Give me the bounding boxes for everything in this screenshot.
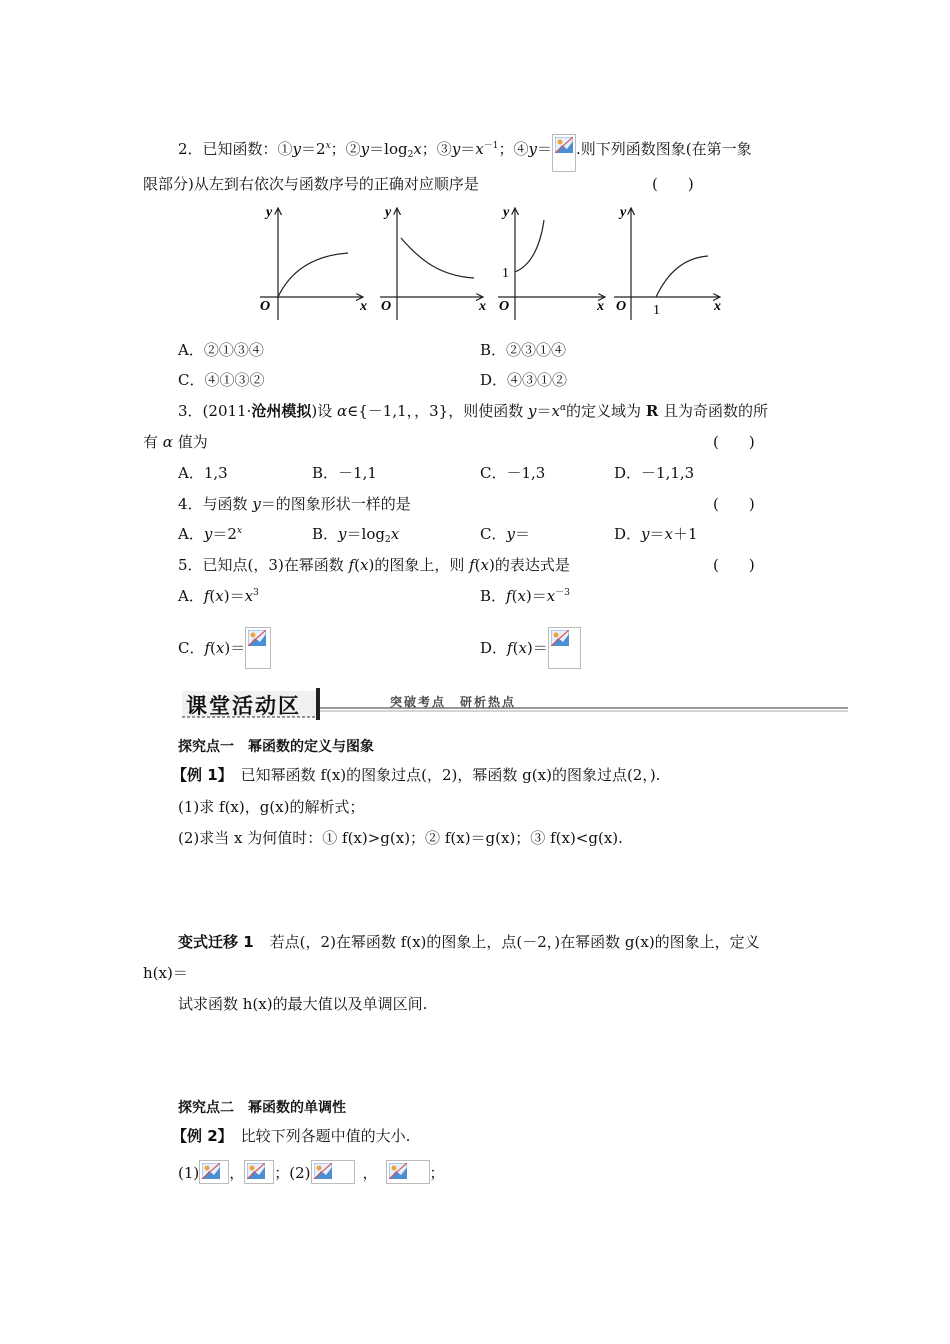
q2-answer-paren: ( ) <box>652 175 694 193</box>
graph-4 <box>614 205 721 320</box>
q4-option-b[interactable]: B．$y=\log_2x$ <box>312 525 400 545</box>
formula-image-placeholder <box>311 1160 355 1184</box>
graph-4-x-label: x <box>714 299 721 314</box>
example2-line2: (1) ， ；(2) ， ； <box>178 1160 445 1184</box>
q5-option-d[interactable]: D．f(x)＝ <box>480 627 581 669</box>
graph-1-curve <box>278 253 348 297</box>
graph-2-x-label: x <box>479 299 486 314</box>
banner-subtitle: 突破考点 研析热点 <box>390 695 517 709</box>
variant1-line1: 变式迁移 1 若点(，2)在幂函数 f(x)的图象上，点(－2，)在幂函数 g(x)的图象上，定义 <box>178 933 760 951</box>
variant1-line2: h(x)＝ <box>143 964 188 982</box>
q5-option-b[interactable]: B．$f(x)=x^{-3}$ <box>480 587 570 605</box>
graph-2-curve <box>401 238 474 278</box>
formula-image-placeholder <box>244 1160 274 1184</box>
graph-2-origin-label: O <box>381 299 392 314</box>
formula-image-placeholder <box>548 627 581 669</box>
formula-image-placeholder <box>552 134 576 172</box>
q2-option-c[interactable]: C．④①③② <box>178 371 265 389</box>
q3-option-d[interactable]: D．－1,1,3 <box>614 464 695 482</box>
q2-graphs <box>250 198 740 324</box>
graph-4-origin-label: O <box>616 299 627 314</box>
example1-line3: (2)求当 x 为何值时：① f(x)>g(x)；② f(x)＝g(x)；③ f(x)<g(x). <box>178 829 623 847</box>
q3-option-a[interactable]: A．1,3 <box>178 464 228 482</box>
graph-3-curve <box>515 220 544 272</box>
graph-1-origin-label: O <box>260 299 271 314</box>
section-banner <box>178 688 848 720</box>
q5-line1: 5．已知点(，3)在幂函数 f(x)的图象上，则 f(x)的表达式是 <box>178 556 570 574</box>
graph-4-curve <box>656 256 708 297</box>
graph-1-x-label: x <box>360 299 367 314</box>
q4-line1: 4．与函数 y＝的图象形状一样的是 <box>178 495 411 513</box>
q3-line1: 3．(2011·沧州模拟)设 α∈{－1,1，，3}，则使函数 $y=x^\alpha$的定义域为 R 且为奇函数的所 <box>178 402 769 420</box>
q2-option-d[interactable]: D．④③①② <box>480 371 568 389</box>
graph-3 <box>498 205 605 320</box>
q2-line2: 限部分)从左到右依次与函数序号的正确对应顺序是 <box>143 175 479 193</box>
q4-answer-paren: ( ) <box>713 495 755 513</box>
q4-option-d[interactable]: D．y＝x＋1 <box>614 525 698 543</box>
q4-option-c[interactable]: C．y＝ <box>480 525 530 543</box>
graph-4-one-label: 1 <box>653 303 660 318</box>
graph-2 <box>380 205 486 320</box>
formula-image-placeholder <box>199 1160 229 1184</box>
graph-1-y-label: y <box>266 205 273 220</box>
formula-image-placeholder <box>386 1160 430 1184</box>
q2-option-a[interactable]: A．②①③④ <box>178 341 264 359</box>
q5-answer-paren: ( ) <box>713 556 755 574</box>
q2-option-b[interactable]: B．②③①④ <box>480 341 567 359</box>
q5-option-c[interactable]: C．f(x)＝ <box>178 627 271 669</box>
banner-title: 课堂活动区 <box>186 694 301 718</box>
q3-option-c[interactable]: C．－1,3 <box>480 464 546 482</box>
q4-option-a[interactable]: A．$y=2^x$ <box>178 525 242 543</box>
q3-option-b[interactable]: B．－1,1 <box>312 464 377 482</box>
graph-3-one-label: 1 <box>502 266 509 281</box>
graph-3-x-label: x <box>597 299 604 314</box>
variant1-line3: 试求函数 h(x)的最大值以及单调区间. <box>178 995 428 1013</box>
q3-answer-paren: ( ) <box>713 433 755 451</box>
formula-image-placeholder <box>245 627 271 669</box>
graph-2-y-label: y <box>385 205 392 220</box>
graph-3-y-label: y <box>503 205 510 220</box>
example1-line2: (1)求 f(x)，g(x)的解析式； <box>178 798 365 816</box>
example2-line1: 【例 2】 比较下列各题中值的大小. <box>172 1127 411 1145</box>
q3-line2: 有 α 值为 <box>143 433 208 451</box>
section1-heading: 探究点一 幂函数的定义与图象 <box>178 739 374 755</box>
graph-4-y-label: y <box>620 205 627 220</box>
q2-line1: 2．已知函数：$①y=2^x$；$②y=\log_2x$；$③y=x^{-1}$；④y＝ .则下列函数图象(在第一象 <box>178 134 752 172</box>
q5-option-a[interactable]: A．$f(x)=x^3$ <box>178 587 259 605</box>
example1-line1: 【例 1】 已知幂函数 f(x)的图象过点(，2)，幂函数 g(x)的图象过点(2，). <box>172 766 661 784</box>
graph-3-origin-label: O <box>499 299 510 314</box>
graph-1 <box>260 205 367 320</box>
section2-heading: 探究点二 幂函数的单调性 <box>178 1100 346 1116</box>
